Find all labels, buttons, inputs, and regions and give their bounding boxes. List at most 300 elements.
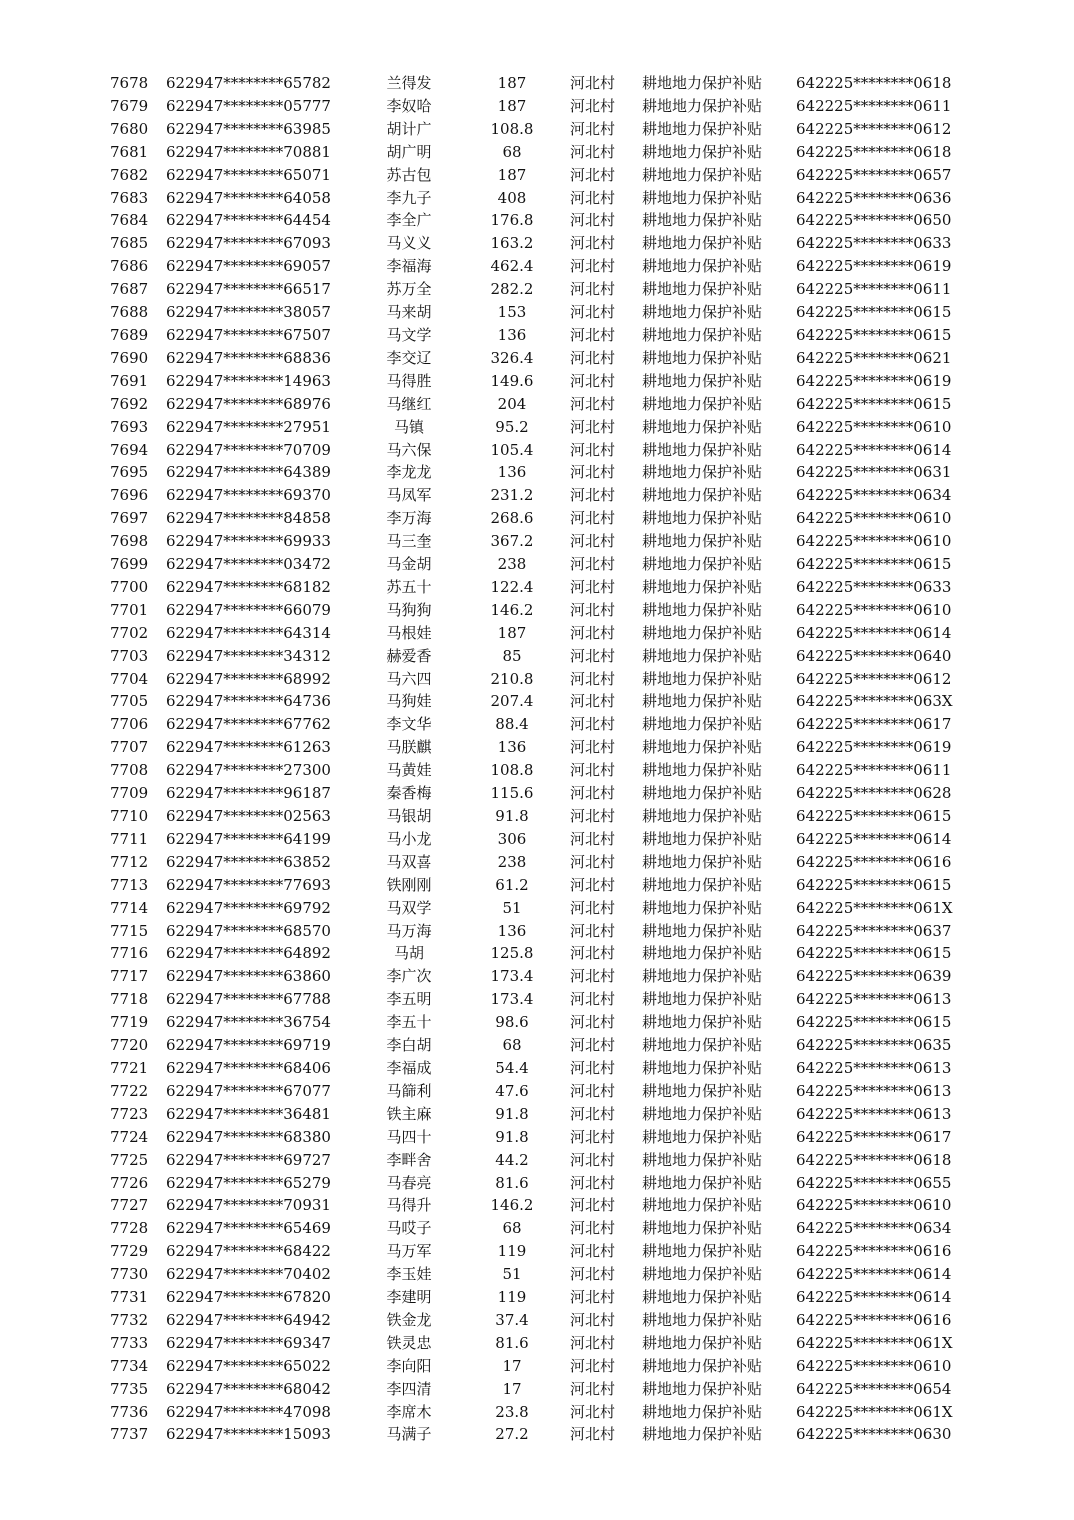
amount-cell: 44.2 (495, 1150, 529, 1169)
row-number-cell: 7698 (110, 532, 149, 551)
row-number-cell: 7732 (110, 1310, 149, 1329)
amount-cell: 238 (497, 852, 527, 871)
account-number-cell: 622947********67077 (166, 1081, 331, 1100)
subsidy-type-cell: 耕地地力保护补贴 (642, 119, 763, 138)
subsidy-type-cell: 耕地地力保护补贴 (642, 669, 763, 688)
row-number-cell: 7689 (110, 325, 149, 344)
table-row (0, 301, 1074, 324)
village-cell: 河北村 (570, 921, 616, 940)
id-number-cell: 642225********0630 (796, 1425, 952, 1444)
row-number-cell: 7718 (110, 990, 149, 1009)
village-cell: 河北村 (570, 74, 616, 92)
table-row (0, 874, 1074, 897)
name-cell: 李白胡 (386, 1036, 432, 1055)
village-cell: 河北村 (570, 1425, 616, 1444)
account-number-cell: 622947********65022 (166, 1356, 331, 1375)
subsidy-type-cell: 耕地地力保护补贴 (642, 1265, 763, 1284)
village-cell: 河北村 (570, 1013, 616, 1032)
subsidy-type-cell: 耕地地力保护补贴 (642, 165, 763, 184)
amount-cell: 173.4 (490, 990, 534, 1009)
name-cell: 马文学 (386, 325, 432, 344)
name-cell: 马黄娃 (386, 761, 432, 780)
subsidy-type-cell: 耕地地力保护补贴 (642, 1288, 763, 1307)
name-cell: 马金胡 (386, 555, 432, 574)
name-cell: 铁金龙 (386, 1310, 432, 1329)
id-number-cell: 642225********0633 (796, 577, 952, 596)
id-number-cell: 642225********0619 (796, 257, 952, 276)
amount-cell: 326.4 (490, 348, 534, 367)
amount-cell: 47.6 (495, 1081, 529, 1100)
account-number-cell: 622947********69347 (166, 1333, 331, 1352)
village-cell: 河北村 (570, 1265, 616, 1284)
name-cell: 胡计广 (386, 119, 432, 138)
amount-cell: 17 (502, 1356, 522, 1375)
row-number-cell: 7707 (110, 738, 149, 757)
amount-cell: 125.8 (490, 944, 534, 963)
account-number-cell: 622947********70402 (166, 1265, 331, 1284)
table-row (0, 393, 1074, 416)
name-cell: 铁灵忠 (386, 1333, 432, 1352)
account-number-cell: 622947********96187 (166, 784, 331, 803)
id-number-cell: 642225********0612 (796, 119, 952, 138)
table-row (0, 1103, 1074, 1126)
amount-cell: 282.2 (490, 280, 534, 299)
row-number-cell: 7735 (110, 1379, 149, 1398)
name-cell: 秦香梅 (386, 784, 432, 803)
name-cell: 苏万全 (386, 280, 432, 299)
amount-cell: 238 (497, 555, 527, 574)
row-number-cell: 7730 (110, 1265, 149, 1284)
amount-cell: 146.2 (490, 1196, 534, 1215)
table-row (0, 645, 1074, 668)
amount-cell: 98.6 (495, 1013, 529, 1032)
village-cell: 河北村 (570, 944, 616, 963)
id-number-cell: 642225********0610 (796, 417, 952, 436)
amount-cell: 108.8 (490, 761, 534, 780)
account-number-cell: 622947********34312 (166, 646, 331, 665)
name-cell: 李五明 (386, 990, 432, 1009)
subsidy-type-cell: 耕地地力保护补贴 (642, 1127, 763, 1146)
table-row (0, 828, 1074, 851)
account-number-cell: 622947********14963 (166, 371, 331, 390)
account-number-cell: 622947********77693 (166, 875, 331, 894)
subsidy-type-cell: 耕地地力保护补贴 (642, 1036, 763, 1055)
id-number-cell: 642225********0634 (796, 486, 952, 505)
village-cell: 河北村 (570, 784, 616, 803)
row-number-cell: 7731 (110, 1288, 149, 1307)
row-number-cell: 7722 (110, 1081, 149, 1100)
id-number-cell: 642225********0610 (796, 1196, 952, 1215)
id-number-cell: 642225********0613 (796, 1058, 952, 1077)
name-cell: 李五十 (386, 1013, 432, 1032)
table-row (0, 209, 1074, 232)
id-number-cell: 642225********0635 (796, 1036, 952, 1055)
village-cell: 河北村 (570, 1104, 616, 1123)
row-number-cell: 7737 (110, 1425, 149, 1444)
subsidy-type-cell: 耕地地力保护补贴 (642, 509, 763, 528)
amount-cell: 268.6 (490, 509, 534, 528)
account-number-cell: 622947********03472 (166, 555, 331, 574)
table-row (0, 1423, 1074, 1446)
village-cell: 河北村 (570, 1356, 616, 1375)
subsidy-type-cell: 耕地地力保护补贴 (642, 234, 763, 253)
account-number-cell: 622947********69933 (166, 532, 331, 551)
id-number-cell: 642225********0617 (796, 1127, 952, 1146)
amount-cell: 91.8 (495, 1104, 529, 1123)
account-number-cell: 622947********65469 (166, 1219, 331, 1238)
table-row (0, 553, 1074, 576)
amount-cell: 17 (502, 1379, 522, 1398)
id-number-cell: 642225********0619 (796, 738, 952, 757)
subsidy-type-cell: 耕地地力保护补贴 (642, 325, 763, 344)
name-cell: 李四清 (386, 1379, 432, 1398)
row-number-cell: 7680 (110, 119, 149, 138)
amount-cell: 122.4 (490, 577, 534, 596)
id-number-cell: 642225********061X (796, 1402, 953, 1421)
id-number-cell: 642225********061X (796, 898, 953, 917)
row-number-cell: 7695 (110, 463, 149, 482)
account-number-cell: 622947********66079 (166, 600, 331, 619)
row-number-cell: 7708 (110, 761, 149, 780)
row-number-cell: 7706 (110, 715, 149, 734)
subsidy-type-cell: 耕地地力保护补贴 (642, 1058, 763, 1077)
account-number-cell: 622947********64058 (166, 188, 331, 207)
account-number-cell: 622947********27300 (166, 761, 331, 780)
village-cell: 河北村 (570, 1036, 616, 1055)
id-number-cell: 642225********0639 (796, 967, 952, 986)
id-number-cell: 642225********0615 (796, 807, 952, 825)
village-cell: 河北村 (570, 1173, 616, 1192)
table-row (0, 736, 1074, 759)
id-number-cell: 642225********0611 (796, 280, 952, 299)
name-cell: 马万军 (386, 1242, 432, 1261)
name-cell: 马狗娃 (386, 692, 432, 711)
name-cell: 李全广 (386, 211, 432, 230)
account-number-cell: 622947********68182 (166, 577, 331, 596)
name-cell: 铁刚刚 (386, 875, 432, 894)
id-number-cell: 642225********0616 (796, 852, 952, 871)
id-number-cell: 642225********0615 (796, 875, 952, 894)
name-cell: 李建明 (386, 1288, 432, 1307)
name-cell: 李畔舍 (386, 1150, 432, 1169)
account-number-cell: 622947********67762 (166, 715, 331, 734)
table-row (0, 118, 1074, 141)
village-cell: 河北村 (570, 898, 616, 917)
row-number-cell: 7734 (110, 1356, 149, 1375)
row-number-cell: 7694 (110, 440, 149, 459)
name-cell: 马来胡 (386, 303, 432, 322)
table-row (0, 187, 1074, 210)
subsidy-type-cell: 耕地地力保护补贴 (642, 1310, 763, 1329)
village-cell: 河北村 (570, 303, 616, 322)
subsidy-type-cell: 耕地地力保护补贴 (642, 463, 763, 482)
account-number-cell: 622947********63860 (166, 967, 331, 986)
row-number-cell: 7705 (110, 692, 149, 711)
id-number-cell: 642225********0611 (796, 761, 952, 780)
subsidy-type-cell: 耕地地力保护补贴 (642, 1013, 763, 1032)
table-row (0, 439, 1074, 462)
amount-cell: 149.6 (490, 371, 534, 390)
account-number-cell: 622947********65782 (166, 74, 331, 92)
id-number-cell: 642225********0613 (796, 990, 952, 1009)
village-cell: 河北村 (570, 463, 616, 482)
amount-cell: 119 (497, 1242, 527, 1261)
amount-cell: 136 (497, 921, 527, 940)
id-number-cell: 642225********0618 (796, 1150, 952, 1169)
table-row (0, 164, 1074, 187)
village-cell: 河北村 (570, 1219, 616, 1238)
village-cell: 河北村 (570, 807, 616, 825)
table-row (0, 1080, 1074, 1103)
row-number-cell: 7691 (110, 371, 149, 390)
amount-cell: 27.2 (495, 1425, 529, 1444)
amount-cell: 173.4 (490, 967, 534, 986)
name-cell: 马得胜 (386, 371, 432, 390)
amount-cell: 91.8 (495, 1127, 529, 1146)
row-number-cell: 7687 (110, 280, 149, 299)
table-row (0, 1194, 1074, 1217)
name-cell: 马篩利 (386, 1081, 432, 1100)
id-number-cell: 642225********0633 (796, 234, 952, 253)
row-number-cell: 7729 (110, 1242, 149, 1261)
row-number-cell: 7703 (110, 646, 149, 665)
name-cell: 马继红 (386, 394, 432, 413)
name-cell: 赫爱香 (386, 646, 432, 665)
row-number-cell: 7709 (110, 784, 149, 803)
village-cell: 河北村 (570, 577, 616, 596)
subsidy-type-cell: 耕地地力保护补贴 (642, 257, 763, 276)
account-number-cell: 622947********64199 (166, 829, 331, 848)
amount-cell: 54.4 (495, 1058, 529, 1077)
village-cell: 河北村 (570, 1333, 616, 1352)
name-cell: 马双学 (386, 898, 432, 917)
row-number-cell: 7678 (110, 74, 149, 92)
village-cell: 河北村 (570, 234, 616, 253)
row-number-cell: 7713 (110, 875, 149, 894)
id-number-cell: 642225********0610 (796, 509, 952, 528)
account-number-cell: 622947********68976 (166, 394, 331, 413)
table-row (0, 851, 1074, 874)
table-row (0, 805, 1074, 828)
amount-cell: 68 (502, 142, 522, 161)
table-row (0, 1309, 1074, 1332)
name-cell: 胡广明 (386, 142, 432, 161)
account-number-cell: 622947********63852 (166, 852, 331, 871)
village-cell: 河北村 (570, 1310, 616, 1329)
id-number-cell: 642225********0637 (796, 921, 952, 940)
id-number-cell: 642225********0610 (796, 600, 952, 619)
id-number-cell: 642225********0614 (796, 623, 952, 642)
table-row (0, 1126, 1074, 1149)
account-number-cell: 622947********69370 (166, 486, 331, 505)
subsidy-type-cell: 耕地地力保护补贴 (642, 692, 763, 711)
row-number-cell: 7717 (110, 967, 149, 986)
village-cell: 河北村 (570, 1288, 616, 1307)
table-row (0, 988, 1074, 1011)
table-row (0, 324, 1074, 347)
account-number-cell: 622947********68422 (166, 1242, 331, 1261)
table-row (0, 1217, 1074, 1240)
name-cell: 马满子 (386, 1425, 432, 1444)
subsidy-type-cell: 耕地地力保护补贴 (642, 1379, 763, 1398)
row-number-cell: 7682 (110, 165, 149, 184)
table-row (0, 370, 1074, 393)
subsidy-type-cell: 耕地地力保护补贴 (642, 211, 763, 230)
id-number-cell: 642225********0615 (796, 325, 952, 344)
amount-cell: 85 (502, 646, 522, 665)
subsidy-type-cell: 耕地地力保护补贴 (642, 74, 763, 92)
name-cell: 李文华 (386, 715, 432, 734)
subsidy-type-cell: 耕地地力保护补贴 (642, 898, 763, 917)
village-cell: 河北村 (570, 692, 616, 711)
table-row (0, 1057, 1074, 1080)
village-cell: 河北村 (570, 257, 616, 276)
table-row (0, 278, 1074, 301)
table-row (0, 782, 1074, 805)
amount-cell: 210.8 (490, 669, 534, 688)
amount-cell: 51 (502, 898, 522, 917)
subsidy-type-cell: 耕地地力保护补贴 (642, 348, 763, 367)
subsidy-type-cell: 耕地地力保护补贴 (642, 715, 763, 734)
table-row (0, 897, 1074, 920)
id-number-cell: 642225********0610 (796, 532, 952, 551)
name-cell: 马六保 (386, 440, 432, 459)
amount-cell: 367.2 (490, 532, 534, 551)
amount-cell: 105.4 (490, 440, 534, 459)
row-number-cell: 7711 (110, 829, 149, 848)
amount-cell: 231.2 (490, 486, 534, 505)
table-row (0, 713, 1074, 736)
table-row (0, 920, 1074, 943)
name-cell: 李福成 (386, 1058, 432, 1077)
row-number-cell: 7690 (110, 348, 149, 367)
account-number-cell: 622947********15093 (166, 1425, 331, 1444)
amount-cell: 462.4 (490, 257, 534, 276)
name-cell: 马双喜 (386, 852, 432, 871)
village-cell: 河北村 (570, 600, 616, 619)
account-number-cell: 622947********63985 (166, 119, 331, 138)
id-number-cell: 642225********0621 (796, 348, 952, 367)
row-number-cell: 7719 (110, 1013, 149, 1032)
amount-cell: 68 (502, 1219, 522, 1238)
amount-cell: 91.8 (495, 807, 529, 825)
village-cell: 河北村 (570, 990, 616, 1009)
subsidy-type-cell: 耕地地力保护补贴 (642, 738, 763, 757)
amount-cell: 81.6 (495, 1173, 529, 1192)
village-cell: 河北村 (570, 715, 616, 734)
table-row (0, 347, 1074, 370)
row-number-cell: 7736 (110, 1402, 149, 1421)
amount-cell: 136 (497, 325, 527, 344)
village-cell: 河北村 (570, 486, 616, 505)
id-number-cell: 642225********061X (796, 1333, 953, 1352)
account-number-cell: 622947********69057 (166, 257, 331, 276)
id-number-cell: 642225********063X (796, 692, 953, 711)
subsidy-type-cell: 耕地地力保护补贴 (642, 921, 763, 940)
account-number-cell: 622947********47098 (166, 1402, 331, 1421)
subsidy-type-cell: 耕地地力保护补贴 (642, 829, 763, 848)
subsidy-type-cell: 耕地地力保护补贴 (642, 394, 763, 413)
account-number-cell: 622947********68380 (166, 1127, 331, 1146)
row-number-cell: 7721 (110, 1058, 149, 1077)
account-number-cell: 622947********27951 (166, 417, 331, 436)
row-number-cell: 7692 (110, 394, 149, 413)
row-number-cell: 7700 (110, 577, 149, 596)
amount-cell: 187 (497, 165, 527, 184)
village-cell: 河北村 (570, 1242, 616, 1261)
table-row (0, 507, 1074, 530)
account-number-cell: 622947********84858 (166, 509, 331, 528)
table-row (0, 232, 1074, 255)
table-row (0, 255, 1074, 278)
table-row (0, 484, 1074, 507)
account-number-cell: 622947********36481 (166, 1104, 331, 1123)
village-cell: 河北村 (570, 875, 616, 894)
name-cell: 李福海 (386, 257, 432, 276)
amount-cell: 61.2 (495, 875, 529, 894)
row-number-cell: 7697 (110, 509, 149, 528)
village-cell: 河北村 (570, 669, 616, 688)
subsidy-type-cell: 耕地地力保护补贴 (642, 944, 763, 963)
table-row (0, 1332, 1074, 1355)
id-number-cell: 642225********0614 (796, 1265, 952, 1284)
amount-cell: 163.2 (490, 234, 534, 253)
name-cell: 李广次 (386, 967, 432, 986)
amount-cell: 136 (497, 463, 527, 482)
amount-cell: 207.4 (490, 692, 534, 711)
id-number-cell: 642225********0618 (796, 142, 952, 161)
village-cell: 河北村 (570, 532, 616, 551)
subsidy-type-cell: 耕地地力保护补贴 (642, 371, 763, 390)
subsidy-type-cell: 耕地地力保护补贴 (642, 142, 763, 161)
amount-cell: 95.2 (495, 417, 529, 436)
village-cell: 河北村 (570, 852, 616, 871)
id-number-cell: 642225********0628 (796, 784, 952, 803)
name-cell: 马四十 (386, 1127, 432, 1146)
account-number-cell: 622947********68570 (166, 921, 331, 940)
subsidy-type-cell: 耕地地力保护补贴 (642, 646, 763, 665)
name-cell: 李席木 (386, 1402, 432, 1421)
id-number-cell: 642225********0615 (796, 303, 952, 322)
amount-cell: 81.6 (495, 1333, 529, 1352)
id-number-cell: 642225********0657 (796, 165, 952, 184)
name-cell: 马得升 (386, 1196, 432, 1215)
table-row (0, 530, 1074, 553)
table-row (0, 1378, 1074, 1401)
row-number-cell: 7712 (110, 852, 149, 871)
subsidy-type-cell: 耕地地力保护补贴 (642, 1425, 763, 1444)
amount-cell: 37.4 (495, 1310, 529, 1329)
amount-cell: 108.8 (490, 119, 534, 138)
account-number-cell: 622947********70881 (166, 142, 331, 161)
table-row (0, 141, 1074, 164)
table-row (0, 461, 1074, 484)
village-cell: 河北村 (570, 1379, 616, 1398)
table-row (0, 942, 1074, 965)
table-row (0, 1263, 1074, 1286)
table-row (0, 1034, 1074, 1057)
amount-cell: 306 (497, 829, 527, 848)
table-row (0, 1149, 1074, 1172)
account-number-cell: 622947********38057 (166, 303, 331, 322)
name-cell: 马根娃 (386, 623, 432, 642)
id-number-cell: 642225********0619 (796, 371, 952, 390)
id-number-cell: 642225********0615 (796, 555, 952, 574)
account-number-cell: 622947********61263 (166, 738, 331, 757)
row-number-cell: 7724 (110, 1127, 149, 1146)
row-number-cell: 7704 (110, 669, 149, 688)
table-row (0, 622, 1074, 645)
